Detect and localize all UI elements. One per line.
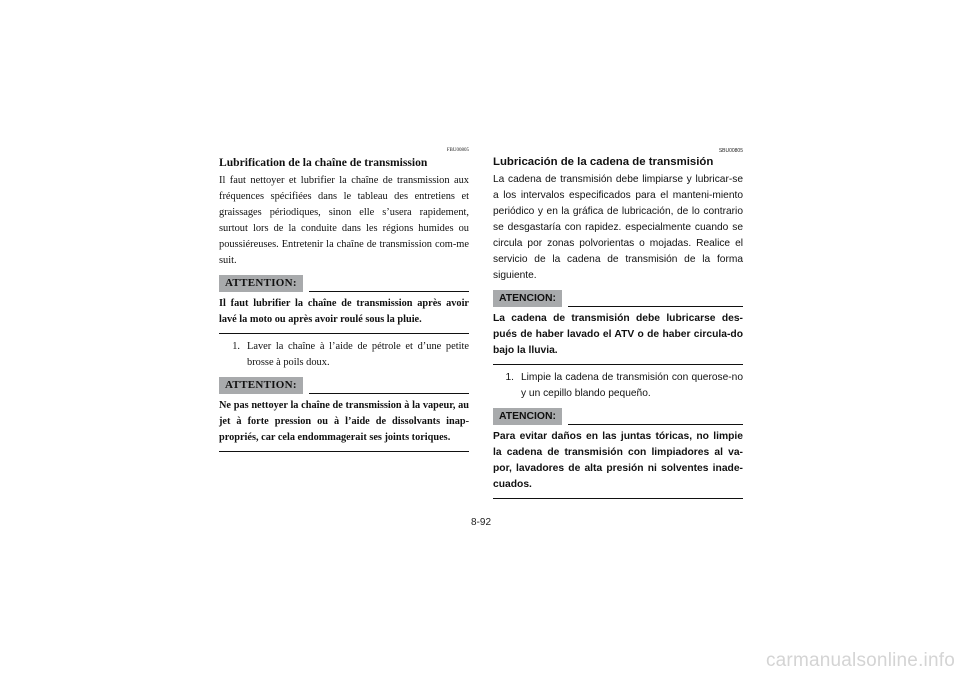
step-number: 1. xyxy=(505,372,514,383)
section-code: FBU00805 xyxy=(446,148,469,153)
section-code: SBU00805 xyxy=(718,148,743,154)
caution-label: ATENCION: xyxy=(493,290,562,307)
step-text: Laver la chaîne à l’aide de pétrole et d’une petite brosse à poils doux. xyxy=(247,341,469,368)
caution-rule xyxy=(568,424,743,425)
intro-paragraph: Il faut nettoyer et lubrifier la chaîne de transmission aux fréquences spécifiées dans le tableau des entretiens et graissages périodiques, sinon elle s’usera rapidement, surtout lors de la conduite dans les régions humides ou poussiéreuses. Entretenir la chaîne de transmission com-me suit. xyxy=(219,175,469,266)
french-column xyxy=(219,148,469,452)
caution-end-rule xyxy=(493,364,743,365)
caution-header xyxy=(219,377,469,394)
caution-header xyxy=(493,290,743,307)
step-text: Limpie la cadena de transmisión con querose-no y un cepillo blando pequeño. xyxy=(521,372,743,399)
caution-header xyxy=(219,275,469,292)
caution-label: ATTENTION: xyxy=(219,275,303,292)
caution-rule xyxy=(309,393,469,394)
watermark-link[interactable]: carmanualsonline.info xyxy=(765,650,955,671)
caution-label: ATENCION: xyxy=(493,408,562,425)
page-number: 8-92 xyxy=(470,517,491,528)
caution-text: Para evitar daños en las juntas tóricas, no limpie la cadena de transmisión con limpiadores al va-por, lavadores de alta presión ni solventes inade-cuados. xyxy=(493,431,743,490)
caution-label: ATTENTION: xyxy=(219,377,303,394)
step-item xyxy=(493,370,743,402)
caution-header xyxy=(493,408,743,425)
spanish-column xyxy=(493,148,743,499)
caution-rule xyxy=(568,306,743,307)
section-title: Lubricación de la cadena de transmisión xyxy=(493,156,714,168)
caution-end-rule xyxy=(219,451,469,452)
caution-rule xyxy=(309,291,469,292)
intro-paragraph: La cadena de transmisión debe limpiarse y lubricar-se a los intervalos especificados para el manteni-miento periódico y en la gráfica de lubricación, de lo contrario se desgastaría con rapidez. especialmente cuando se circula por zonas polvorientas o mojadas. Realice el servicio de la cadena de transmisión de la forma siguiente. xyxy=(493,174,743,281)
step-number: 1. xyxy=(232,341,240,352)
caution-text: Ne pas nettoyer la chaîne de transmission à la vapeur, au jet à forte pression ou à l’aide de dissolvants inap-propriés, car cela endommagerait ses joints toriques. xyxy=(219,400,469,443)
caution-text: La cadena de transmisión debe lubricarse des-pués de haber lavado el ATV o de haber circula-do bajo la lluvia. xyxy=(493,313,743,356)
section-title: Lubrification de la chaîne de transmission xyxy=(219,156,428,169)
caution-text: Il faut lubrifier la chaîne de transmission après avoir lavé la moto ou après avoir roulé sous la pluie. xyxy=(219,298,469,325)
caution-end-rule xyxy=(493,498,743,499)
step-item xyxy=(219,339,469,371)
caution-end-rule xyxy=(219,333,469,334)
